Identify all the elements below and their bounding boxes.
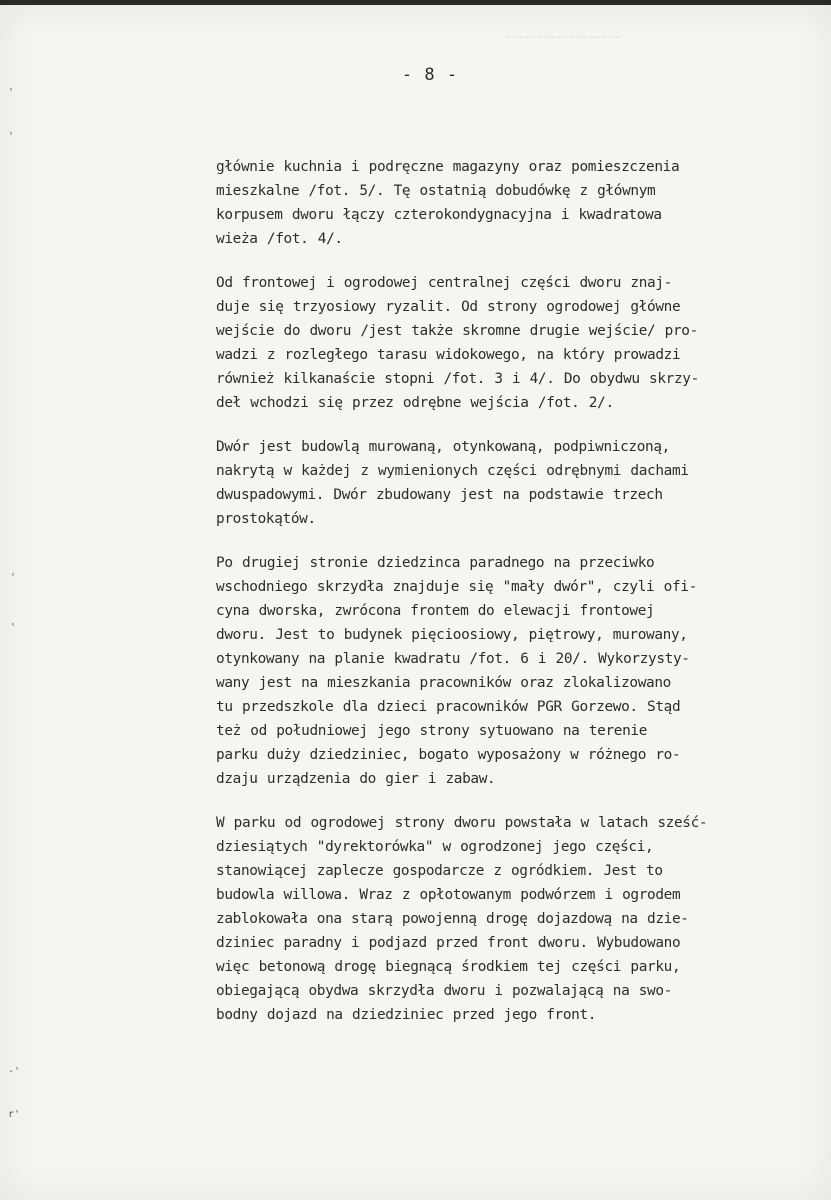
text-line: wschodniego skrzydła znajduje się "mały dwór", czyli ofi- [216, 579, 697, 595]
paragraph [216, 551, 806, 791]
text-line: również kilkanaście stopni /fot. 3 i 4/. Do obydwu skrzy- [216, 371, 699, 387]
text-line: wejście do dworu /jest także skromne drugie wejście/ pro- [216, 323, 698, 339]
document-page [0, 5, 831, 1200]
text-line: nakrytą w każdej z wymienionych części odrębnymi dachami [216, 463, 689, 479]
text-line: Od frontowej i ogrodowej centralnej części dworu znaj- [216, 275, 672, 291]
margin-mark: -' [8, 1066, 21, 1077]
text-line: cyna dworska, zwrócona frontem do elewacji frontowej [216, 603, 655, 619]
text-line: W parku od ogrodowej strony dworu powstała w latach sześć- [216, 815, 708, 831]
text-line: bodny dojazd na dziedziniec przed jego front. [216, 1007, 597, 1023]
page-number: - 8 - [401, 65, 459, 85]
text-line: Dwór jest budowlą murowaną, otynkowaną, podpiwniczoną, [216, 439, 670, 455]
paragraph [216, 271, 806, 415]
text-line: wany jest na mieszkania pracowników oraz zlokalizowano [216, 675, 671, 691]
text-line: więc betonową drogę biegnącą środkiem tej części parku, [216, 959, 681, 975]
text-line: otynkowany na planie kwadratu /fot. 6 i 20/. Wykorzysty- [216, 651, 690, 667]
margin-mark: ' [10, 572, 17, 583]
text-line: korpusem dworu łączy czterokondygnacyjna i kwadratowa [216, 207, 662, 223]
text-line: parku duży dziedziniec, bogato wyposażony w różnego ro- [216, 747, 681, 763]
text-line: dziesiątych "dyrektorówka" w ogrodzonej jego części, [216, 839, 654, 855]
text-line: głównie kuchnia i podręczne magazyny oraz pomieszczenia [216, 159, 680, 175]
margin-mark: ' [10, 622, 17, 633]
text-line: budowla willowa. Wraz z opłotowanym podwórzem i ogrodem [216, 887, 681, 903]
paragraph [216, 155, 806, 251]
paragraph [216, 435, 806, 531]
text-line: mieszkalne /fot. 5/. Tę ostatnią dobudówkę z głównym [216, 183, 656, 199]
text-line: tu przedszkole dla dzieci pracowników PGR Gorzewo. Stąd [216, 699, 681, 715]
text-line: dworu. Jest to budynek pięcioosiowy, piętrowy, murowany, [216, 627, 688, 643]
body-text [216, 155, 806, 1047]
text-line: deł wchodzi się przez odrębne wejścia /fot. 2/. [216, 395, 614, 411]
text-line: wadzi z rozległego tarasu widokowego, na który prowadzi [216, 347, 681, 363]
text-line: dzaju urządzenia do gier i zabaw. [216, 771, 496, 787]
margin-mark: r' [8, 1109, 21, 1120]
text-line: dziniec paradny i podjazd przed front dworu. Wybudowano [216, 935, 681, 951]
faint-bleedthrough-stamp: ~~~~~~~~~~~~~~~~~~ [505, 33, 621, 43]
paragraph [216, 811, 806, 1027]
margin-mark: ' [8, 131, 15, 142]
margin-mark: ' [8, 87, 15, 98]
text-line: stanowiącej zaplecze gospodarcze z ogródkiem. Jest to [216, 863, 663, 879]
text-line: Po drugiej stronie dziedzinca paradnego na przeciwko [216, 555, 655, 571]
text-line: zablokowała ona starą powojenną drogę dojazdową na dzie- [216, 911, 689, 927]
text-line: dwuspadowymi. Dwór zbudowany jest na podstawie trzech [216, 487, 663, 503]
text-line: też od południowej jego strony sytuowano na terenie [216, 723, 648, 739]
text-line: duje się trzyosiowy ryzalit. Od strony ogrodowej główne [216, 299, 681, 315]
text-line: obiegającą obydwa skrzydła dworu i pozwalającą na swo- [216, 983, 672, 999]
text-line: prostokątów. [216, 511, 316, 527]
text-line: wieża /fot. 4/. [216, 231, 343, 247]
